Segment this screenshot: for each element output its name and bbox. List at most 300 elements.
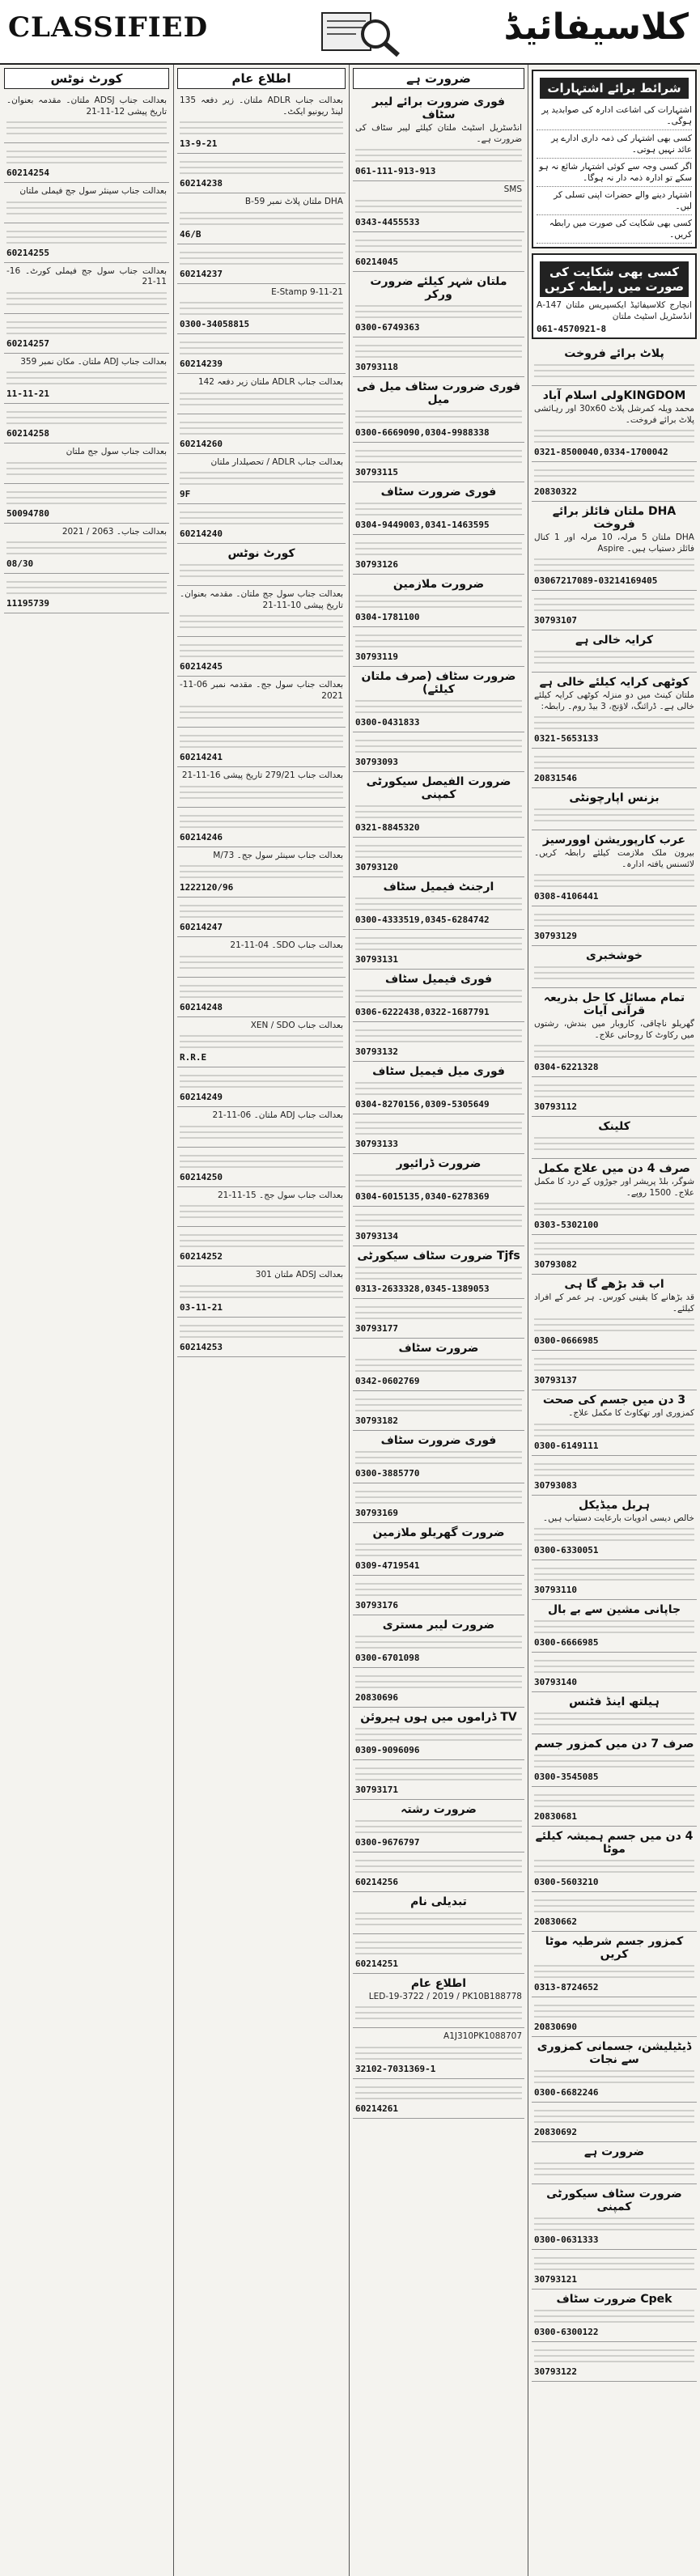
ad-text-lines [534,1424,694,1437]
ad-phone: 50094780 [6,507,49,519]
text-line [180,308,343,309]
ad-text-lines [355,503,522,516]
ad-text-lines [355,240,522,253]
ad-phone: 0300-6666985 [534,1637,599,1648]
text-line [180,1080,343,1082]
ad-phone: 30793107 [534,615,577,626]
ad-text-lines [534,1860,694,1873]
classified-ad [532,1159,697,1235]
text-line [6,292,167,294]
text-line [180,121,343,123]
text-line [534,1084,694,1086]
ad-title: فوری ضرورت سٹاف میل فی میل [356,380,521,406]
ad-phone: 0321-5653133 [534,733,599,744]
text-line [534,1806,694,1807]
text-line [355,1687,522,1688]
ad-phone: 0300-0631333 [534,2234,599,2245]
ad-text-lines [180,511,343,524]
ad-text-lines [534,1318,694,1331]
ad-phone: 03067217089-03214169405 [534,575,658,586]
classified-ad [177,978,346,1017]
classified-ad [4,574,169,613]
text-line [180,865,343,867]
newspaper-magnifier-icon [308,5,405,58]
text-line [534,1666,694,1667]
ad-title: خوشخبری [586,949,643,962]
ad-text-lines [355,1029,522,1042]
classified-ad [353,2028,524,2079]
classified-ad [353,732,524,772]
classified-ad [353,1299,524,1339]
column-jobs [349,65,528,2576]
ad-title: Tjfs ضرورت سٹاف سیکورٹی [357,1249,520,1263]
ad-text-lines [180,1285,343,1298]
text-line [6,462,167,464]
text-line [355,1826,522,1827]
classified-ad [177,454,346,505]
ad-title: ضرورت سٹاف سیکورٹی کمپنی [546,2188,682,2213]
text-line [534,1528,694,1530]
text-line [355,909,522,910]
text-line [180,991,343,992]
text-line [180,252,343,253]
text-line [355,2047,522,2048]
ad-text-lines [534,2257,694,2270]
ad-text-lines [355,700,522,713]
text-line [180,961,343,963]
text-line [534,1579,694,1581]
ad-phone: 30793177 [355,1322,398,1334]
ad-text-lines [355,1082,522,1095]
text-line [180,212,343,214]
ad-title: 4 دن میں جسم ہمیشہ کیلئے موٹا [535,1830,694,1856]
text-line [534,820,694,821]
ad-text-lines [534,1568,694,1581]
text-line [534,972,694,974]
ad-text-lines [355,1636,522,1649]
text-line [355,316,522,318]
text-line [180,302,343,303]
text-line [355,1267,522,1268]
text-line [355,1122,522,1123]
text-line [534,2263,694,2264]
ad-phone: 60214257 [6,337,49,349]
classified-ad [177,1107,346,1148]
ad-text-lines [534,2070,694,2083]
ad-text-lines [355,345,522,358]
text-line [180,1075,343,1076]
text-line [355,1739,522,1741]
classified-ad [353,1934,524,1974]
ad-phone: 0321-8500040,0334-1700042 [534,447,668,457]
classified-ad [177,1267,346,1318]
ad-text-lines [180,1325,343,1338]
text-line [534,1214,694,1216]
ad-body: DHA ملتان 5 مرلہ، 10 مرلہ اور 1 کنال فائلز دستیاب ہیں۔ Aspire [534,533,694,554]
text-line [355,990,522,991]
ad-text-lines [534,1899,694,1912]
text-line [534,2082,694,2083]
text-line [180,996,343,998]
text-line [355,240,522,241]
classified-ad [4,183,169,223]
ad-phone: 30793137 [534,1375,577,1386]
classified-ad [4,443,169,484]
classified-ad [353,1852,524,1892]
text-line [6,121,167,123]
ad-phone: 30793120 [355,861,398,872]
text-line [534,2223,694,2225]
ad-text-lines [355,1359,522,1372]
text-line [534,475,694,477]
text-line [180,433,343,435]
text-line [6,553,167,554]
classified-ad [177,767,346,808]
text-line [534,1469,694,1470]
text-line [6,377,167,379]
ad-title: عرب کارپوریشن اوورسیز [542,834,686,847]
text-line [6,127,167,129]
ad-phone: 60214246 [180,831,223,842]
ad-title: اطلاع عام [410,1976,467,1990]
classified-ad [353,1022,524,1062]
text-line [355,1214,522,1216]
ad-title: ضرورت ڈرائیور [396,1156,482,1170]
text-line [355,1035,522,1037]
text-line [534,885,694,887]
text-line [6,236,167,238]
ad-text-lines [6,202,167,214]
text-line [6,333,167,334]
text-line [534,364,694,366]
ad-text-lines [6,491,167,504]
text-line [534,1800,694,1802]
terms-rule: کسی بھی شکایت کی صورت میں رابطہ کریں۔ [537,215,692,244]
ad-text-lines [180,472,343,485]
ad-phone: 30793093 [355,756,398,767]
classified-ad [353,1892,524,1934]
ad-body: کمزوری اور تھکاوٹ کا مکمل علاج۔ [568,1408,694,1418]
text-line [534,767,694,769]
classified-ad [532,1734,697,1787]
classified-ad [532,1653,697,1692]
ad-title: کوٹھی کرایہ کیلئے خالی ہے [539,676,689,689]
ad-text-lines [180,1234,343,1247]
text-line [355,2052,522,2054]
text-line [355,1549,522,1551]
ad-title: بزنس اپارچونٹی [569,791,660,804]
ad-text-lines [534,1045,694,1058]
classified-ad [177,1318,346,1357]
text-line [355,2018,522,2019]
text-line [355,1583,522,1585]
ad-text-lines [355,410,522,423]
text-line [180,523,343,524]
ad-text-lines [180,644,343,657]
text-line [534,966,694,968]
text-line [534,1324,694,1326]
text-line [534,2268,694,2270]
text-line [534,1860,694,1861]
text-line [355,1681,522,1683]
text-line [355,1924,522,1925]
text-line [534,1429,694,1431]
text-line [180,626,343,628]
text-line [180,167,343,168]
text-line [534,1911,694,1912]
classified-ad [4,223,169,263]
ad-phone: 60214253 [180,1341,223,1352]
ad-text-lines [534,1660,694,1673]
ad-body: بعدالت جناب ADLR ملتان زیر دفعہ 142 [197,377,343,387]
text-line [180,746,343,748]
classified-ad [4,404,169,443]
ad-text-lines [180,905,343,918]
classified-ad [177,847,346,898]
classified-ad [353,232,524,272]
ad-text-lines [534,1203,694,1216]
ad-body: LED-19-3722 / 2019 / PK10B188778 [368,1991,522,2001]
ad-phone: 32102-7031369-1 [355,2063,436,2074]
text-line [180,967,343,969]
text-line [534,2116,694,2117]
classified-ad [353,1708,524,1760]
text-line [534,609,694,611]
ad-body: بعدالت جناب SDO۔ 04-11-21 [230,940,343,950]
classified-ad [532,1077,697,1117]
text-line [6,242,167,244]
ad-phone: 9F [180,489,191,499]
text-line [180,615,343,617]
text-line [534,469,694,471]
ad-text-lines [180,1075,343,1088]
text-line [180,575,343,577]
text-line [534,808,694,810]
text-line [534,756,694,758]
ad-phone: 0309-4719541 [355,1560,420,1571]
text-line [180,1216,343,1218]
ad-text-lines [355,595,522,608]
text-line [534,1056,694,1058]
ad-title: ہیلتھ اینڈ فٹنس [569,1695,660,1708]
text-line [6,213,167,214]
text-line [534,1463,694,1465]
text-line [180,517,343,519]
classified-ad [532,673,697,749]
text-line [355,461,522,463]
ad-body: بعدالت جناب سول جج۔ مقدمہ نمبر 06-11-2021 [180,680,343,701]
classified-ad [532,2103,697,2142]
text-line [180,1086,343,1088]
ad-text-lines [534,716,694,729]
classified-ad [532,1997,697,2037]
text-line [534,2162,694,2164]
ad-phone: 0304-1781100 [355,611,420,622]
masthead [0,0,700,65]
text-line [355,1860,522,1861]
ad-text-lines [6,411,167,424]
text-line [355,2098,522,2099]
text-line [355,356,522,358]
text-line [355,1225,522,1227]
ad-title: KINGDOMولی اسلام آباد [542,389,686,402]
text-line [355,1942,522,1943]
classified-ad [353,535,524,575]
text-line [534,2321,694,2323]
text-line [6,162,167,163]
ad-body: بعدالت جناب سول جج۔ 15-11-21 [217,1190,343,1200]
classified-ad [353,272,524,337]
text-line [534,1358,694,1360]
text-line [534,1760,694,1762]
text-line [355,160,522,162]
ad-title: ضرورت سٹاف [398,1341,479,1355]
classified-ad [4,314,169,354]
ad-text-lines [180,786,343,799]
ad-phone: 13-9-21 [180,138,218,149]
classified-ad [4,143,169,183]
text-line [355,1871,522,1873]
ad-text-lines [355,845,522,858]
text-line [180,910,343,912]
text-line [355,1457,522,1458]
text-line [534,558,694,560]
text-line [180,511,343,513]
text-line [180,1336,343,1338]
ad-title: ضرورت سٹاف (صرف ملتان کیلئے) [361,669,516,696]
terms-rule: کسی بھی اشتہار کی ذمہ داری ادارے پر عائد نہیں ہوتی۔ [537,130,692,159]
text-line [6,133,167,134]
classified-ad [532,1892,697,1932]
text-line [355,1912,522,1914]
classified-ad [177,1148,346,1187]
classified-ad [353,1668,524,1708]
ad-text-lines [534,966,694,979]
ad-phone: 60214252 [180,1251,223,1262]
text-line [355,751,522,753]
text-line [180,263,343,265]
ad-phone: 1222120/96 [180,882,234,893]
text-line [180,706,343,707]
text-line [180,427,343,429]
text-line [355,245,522,247]
ad-phone: 0321-8845320 [355,821,420,833]
classified-ad [4,263,169,314]
text-line [534,598,694,600]
ad-title: ارجنٹ فیمیل سٹاف [383,880,494,893]
classified-ad [353,1431,524,1483]
text-line [355,1398,522,1400]
ad-text-lines [180,422,343,435]
ad-text-lines [180,985,343,998]
column-public-notices [173,65,349,2576]
ad-phone: 60214239 [180,359,223,369]
text-line [355,456,522,457]
classified-ad [177,1227,346,1267]
ad-text-lines [6,581,167,594]
ad-phone: 0300-6682246 [534,2087,599,2098]
ad-phone: 0300-3885770 [355,1467,420,1479]
ad-phone: 0304-6221328 [534,1062,599,1072]
ad-text-lines [355,1174,522,1187]
ad-text-lines [355,990,522,1003]
text-line [355,2092,522,2094]
ad-phone: 30793122 [534,2366,577,2377]
ad-title: کرایہ خالی ہے [575,634,654,647]
text-line [355,1174,522,1176]
text-line [534,370,694,371]
ad-text-lines [355,898,522,910]
text-line [534,2229,694,2230]
text-line [6,473,167,475]
text-line [180,483,343,485]
ad-phone: 0308-4106441 [534,891,599,902]
ad-text-lines [355,200,522,213]
text-line [534,2121,694,2123]
ad-phone: 0300-34058815 [180,319,250,329]
classified-ad [532,1560,697,1600]
ad-phone: 0304-9449003,0341-1463595 [355,519,490,530]
ad-title: ضرورت گھریلو ملازمین [372,1526,505,1539]
text-line [6,592,167,594]
text-line [534,1534,694,1535]
text-line [355,646,522,647]
ad-text-lines [180,1205,343,1218]
text-line [534,1971,694,1972]
text-line [534,1573,694,1575]
ad-body: بعدالت جناب سینئر سول جج۔ 73/M [213,850,343,860]
ad-text-lines [180,212,343,225]
text-line [534,914,694,915]
text-line [6,547,167,549]
text-line [355,206,522,207]
ad-text-lines [180,564,343,577]
ad-text-lines [534,808,694,821]
text-line [355,345,522,346]
ad-phone: 20830690 [534,2022,577,2032]
classified-ad [353,1615,524,1668]
ad-text-lines [180,956,343,969]
ad-phone: 60214260 [180,438,223,449]
text-line [534,1248,694,1250]
classified-ad [177,1187,346,1228]
ad-body: E-Stamp 9-11-21 [271,286,343,297]
classified-ad [353,2079,524,2119]
text-line [534,2005,694,2006]
ad-text-lines [6,292,167,305]
ad-text-lines [534,1358,694,1371]
text-line [180,1131,343,1133]
ad-phone: 0300-3545085 [534,1772,599,1782]
classified-ad [532,1235,697,1275]
classified-ad [532,2142,697,2184]
classified-ad [532,1932,697,1997]
ad-text-lines [355,1451,522,1464]
contact-phone: 061-4570921-8 [537,324,607,334]
text-line [534,1369,694,1371]
ad-text-lines [534,1712,694,1725]
text-line [534,1712,694,1714]
text-line [180,656,343,657]
text-line [355,700,522,702]
text-line [534,1137,694,1139]
section-heading: اطلاع عام [177,68,346,89]
ad-body: بعدالت جناب ADLR / تحصیلدار ملتان [210,456,343,467]
ad-phone: 60214251 [355,1958,398,1969]
ad-text-lines [534,2005,694,2018]
text-line [355,1359,522,1360]
classified-ad [532,988,697,1077]
